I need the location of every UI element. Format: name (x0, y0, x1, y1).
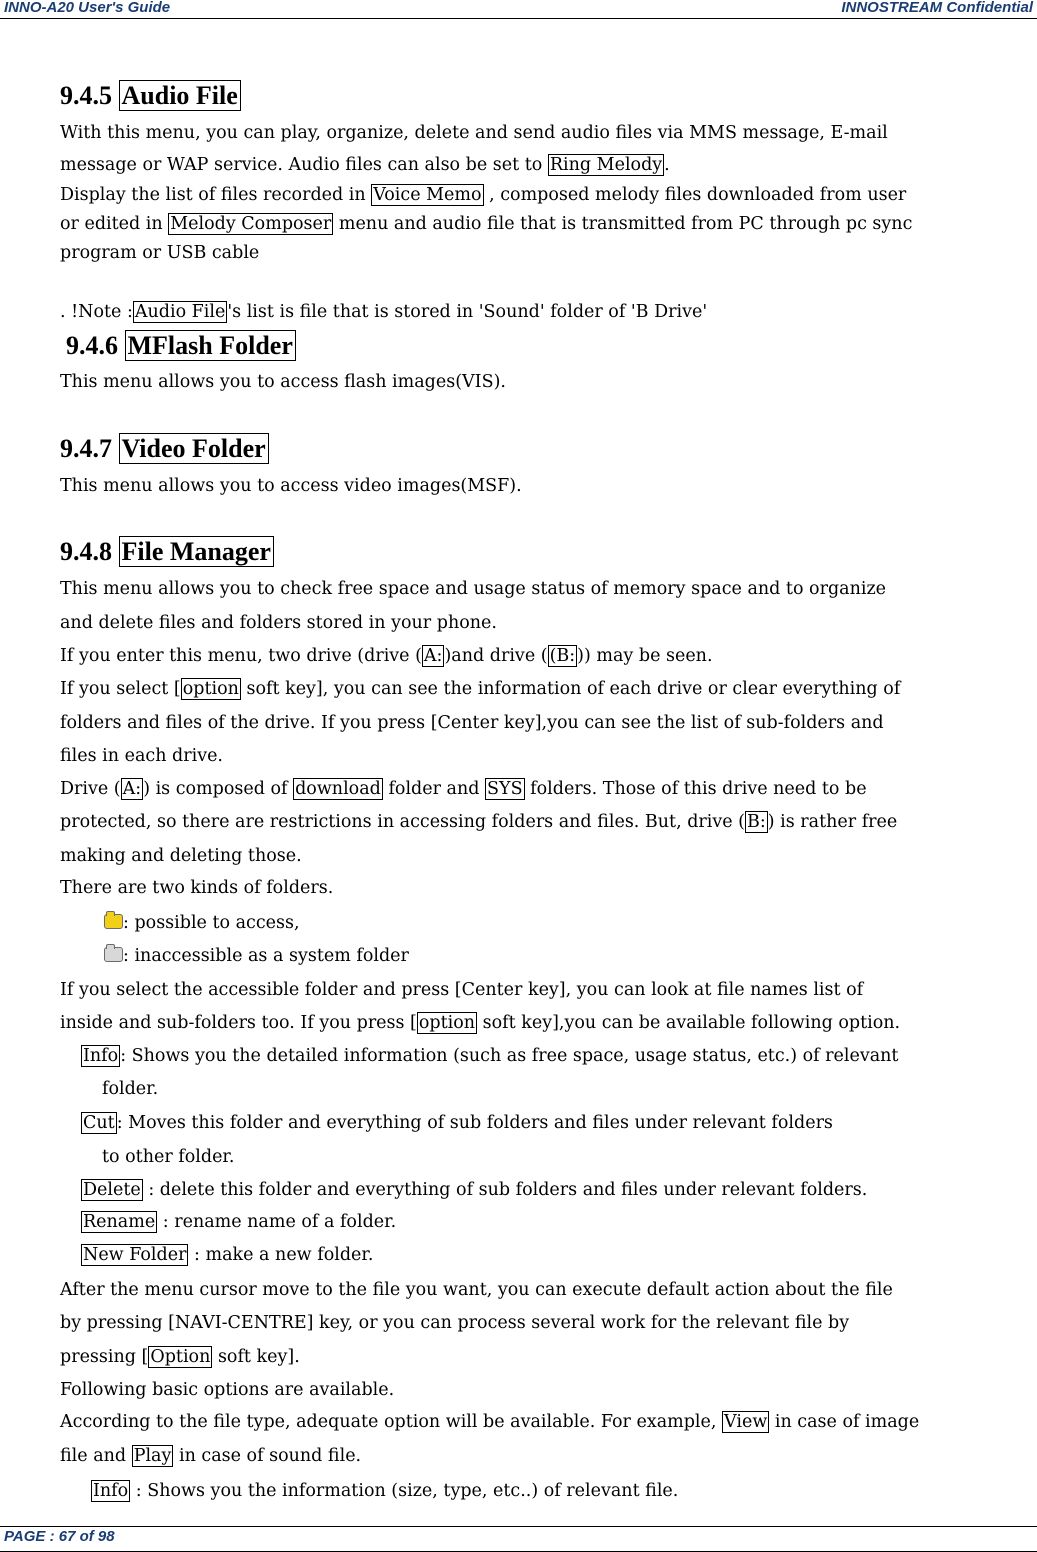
text-line: files in each drive. (60, 746, 223, 766)
text-line: If you enter this menu, two drive (drive ( A: )and drive ( (B: )) may be seen. (60, 646, 713, 666)
heading-945-title: Audio File (119, 80, 241, 111)
text-line: This menu allows you to access video images(MSF). (60, 476, 522, 496)
text-line: Following basic options are available. (60, 1380, 395, 1400)
page-number: PAGE : 67 of 98 (4, 1528, 115, 1545)
option-new-folder: New Folder : make a new folder. (83, 1245, 374, 1265)
sys-folder-label: SYS (487, 779, 523, 799)
delete-option-label: Delete (83, 1180, 141, 1200)
play-option-label: Play (133, 1446, 172, 1466)
heading-946: 9.4.6 MFlash Folder (66, 330, 296, 362)
heading-946-title: MFlash Folder (125, 330, 296, 361)
text-line: If you select the accessible folder and press [Center key], you can look at file names list of (60, 980, 864, 1000)
header-doc-title: INNO-A20 User's Guide (4, 0, 171, 16)
accessible-folder-icon (104, 914, 123, 929)
text-line: This menu allows you to access flash images(VIS). (60, 372, 506, 392)
text-line: file and Play in case of sound file. (60, 1446, 362, 1466)
text-line: program or USB cable (60, 243, 260, 263)
option-rename: Rename : rename name of a folder. (83, 1212, 397, 1232)
drive-b-label: B: (747, 812, 766, 832)
text-line: Display the list of files recorded in Voice Memo , composed melody files downloaded from user (60, 185, 907, 205)
heading-948: 9.4.8 File Manager (60, 536, 274, 568)
text-line: After the menu cursor move to the file you want, you can execute default action about the file (60, 1280, 893, 1300)
folder-legend-accessible: : possible to access, (104, 912, 300, 934)
text-line: inside and sub-folders too. If you press [ option soft key],you can be available following option. (60, 1013, 901, 1033)
text-line: pressing [ Option soft key]. (60, 1347, 300, 1367)
option-softkey-label: option (182, 679, 239, 699)
folder-legend-system: : inaccessible as a system folder (104, 945, 409, 967)
rename-option-label: Rename (83, 1212, 156, 1232)
text-line: to other folder. (102, 1147, 235, 1167)
option-softkey-label: Option (150, 1347, 211, 1367)
heading-948-title: File Manager (119, 536, 274, 567)
voice-memo-link[interactable]: Voice Memo (373, 185, 482, 205)
heading-947: 9.4.7 Video Folder (60, 433, 269, 465)
note-line: . !Note : Audio File 's list is file that is stored in 'Sound' folder of 'B Drive' (60, 302, 708, 322)
option-delete: Delete : delete this folder and everything of sub folders and files under relevant folders. (83, 1180, 868, 1200)
header-confidential: INNOSTREAM Confidential (841, 0, 1033, 16)
heading-947-title: Video Folder (119, 433, 269, 464)
heading-945: 9.4.5 Audio File (60, 80, 241, 112)
text-line: making and deleting those. (60, 846, 302, 866)
file-option-info: Info : Shows you the information (size, type, etc..) of relevant file. (93, 1481, 679, 1501)
text-line: protected, so there are restrictions in accessing folders and files. But, drive ( B: ) is rather free (60, 812, 898, 832)
drive-a-label: A: (423, 646, 443, 666)
text-line: folder. (102, 1079, 159, 1099)
drive-a-label: A: (122, 779, 142, 799)
info-option-label: Info (93, 1481, 129, 1501)
text-line: Drive ( A: ) is composed of download folder and SYS folders. Those of this drive need to be (60, 779, 867, 799)
system-folder-icon (104, 947, 123, 962)
audio-file-link[interactable]: Audio File (134, 302, 226, 322)
new-folder-option-label: New Folder (83, 1245, 187, 1265)
text-line: With this menu, you can play, organize, delete and send audio files via MMS message, E-mail (60, 123, 888, 143)
text-line: This menu allows you to check free space and usage status of memory space and to organize (60, 579, 887, 599)
info-option-label: Info (83, 1046, 119, 1066)
text-line: or edited in Melody Composer menu and audio file that is transmitted from PC through pc sync (60, 214, 913, 234)
text-line: According to the file type, adequate option will be available. For example, View in case of image (60, 1412, 920, 1432)
text-line: by pressing [NAVI-CENTRE] key, or you can process several work for the relevant file by (60, 1313, 850, 1333)
text-line: and delete files and folders stored in your phone. (60, 613, 497, 633)
drive-b-label: (B: (549, 646, 576, 666)
download-folder-label: download (295, 779, 381, 799)
melody-composer-link[interactable]: Melody Composer (170, 214, 332, 234)
page-footer (0, 1526, 1037, 1552)
option-softkey-label: option (418, 1013, 476, 1033)
view-option-label: View (724, 1412, 768, 1432)
text-line: If you select [ option soft key], you can see the information of each drive or clear everything of (60, 679, 901, 699)
page-header (0, 0, 1037, 19)
text-line: There are two kinds of folders. (60, 878, 334, 898)
option-cut: Cut : Moves this folder and everything of sub folders and files under relevant folders (83, 1113, 833, 1133)
text-line: folders and files of the drive. If you press [Center key],you can see the list of sub-folders and (60, 713, 884, 733)
text-line: message or WAP service. Audio files can also be set to Ring Melody . (60, 155, 670, 175)
cut-option-label: Cut (83, 1113, 115, 1133)
ring-melody-link[interactable]: Ring Melody (549, 155, 663, 175)
option-info: Info : Shows you the detailed information (such as free space, usage status, etc.) of relevant (83, 1046, 899, 1066)
